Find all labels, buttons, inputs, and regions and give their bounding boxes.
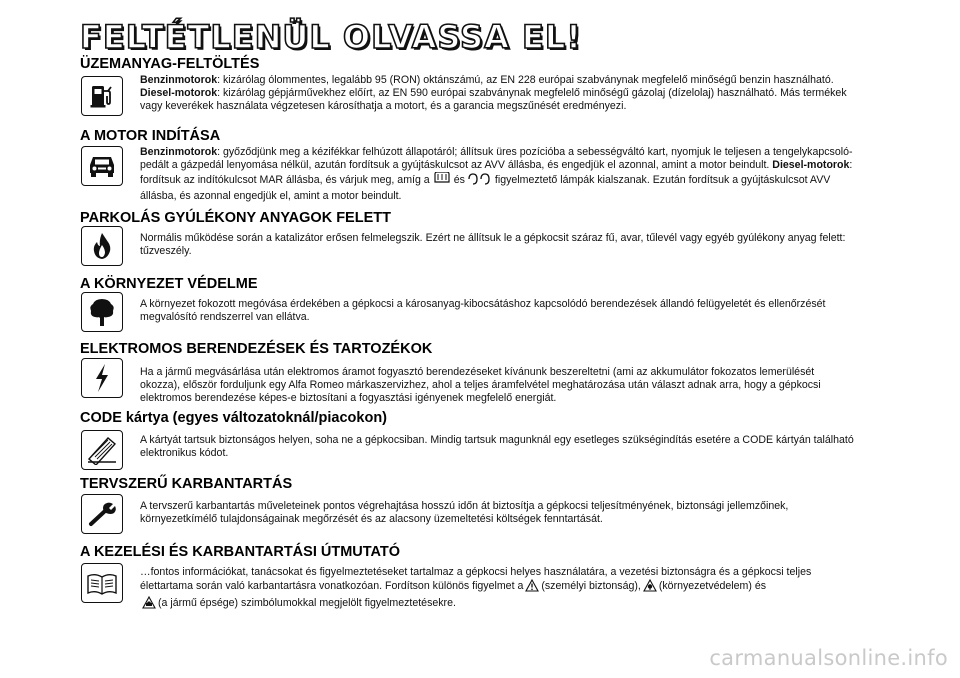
engine-start-paragraph: Benzinmotorok: győződjünk meg a kézifékkar felhúzott állapotáról; állítsuk üres pozícióba a sebességváltó kart, nyomjuk le teljesen a tengelykapcsoló-pedált a gázpedál lenyomása nélkül, azután fordítsuk a gyújtáskulcsot az AVV állásba, és engedjük el azonnal, amint a motor beindult. Diesel-motorok: fordítsuk az indítókulcsot MAR állásba, és várjuk meg, amíg a és figyelmeztető lámpák kialszanak. Ezután fordítsuk a gyújtáskulcsot AVV állásba, és azonnal engedjük el, amint a motor beindult. bbox=[140, 146, 853, 202]
lightning-icon bbox=[81, 358, 123, 398]
open-book-icon bbox=[81, 563, 123, 603]
car-icon bbox=[81, 146, 123, 186]
electrical-paragraph: Ha a jármű megvásárlása után elektromos áramot fogyasztó berendezéseket kívánunk beszereltetni (ami az akkumulátor fokozatos lemerülését okozza), először forduljunk egy Alfa Romeo márkaszervizhez, ahol a teljes áramfelvétel meghatározása után választ adnak arra, hogy a gépkocsi elektromos berendezése képes-e biztosítani a fogyasztási igényenek megfelelő energiát. bbox=[140, 366, 821, 404]
environment-warning-icon bbox=[643, 579, 657, 596]
section-heading-code-card: CODE kártya (egyes változatoknál/piacokon) bbox=[80, 410, 388, 426]
section-heading-electrical: ELEKTROMOS BERENDEZÉSEK ÉS TARTOZÉKOK bbox=[80, 341, 433, 357]
glow-plug-icon bbox=[467, 172, 493, 190]
tree-icon bbox=[81, 292, 123, 332]
section-heading-engine-start: A MOTOR INDÍTÁSA bbox=[80, 128, 221, 144]
vehicle-integrity-warning-icon bbox=[142, 596, 156, 613]
watermark: carmanualsonline.info bbox=[709, 646, 948, 670]
personal-safety-warning-icon bbox=[525, 579, 539, 596]
section-heading-maintenance: TERVSZERŰ KARBANTARTÁS bbox=[80, 476, 293, 492]
section-heading-parking: PARKOLÁS GYÚLÉKONY ANYAGOK FELETT bbox=[80, 210, 391, 226]
parking-paragraph: Normális működése során a katalizátor erősen felmelegszik. Ezért ne állítsuk le a gépkocsit száraz fű, avar, tűlevél vagy egyéb gyúlékony anyag felett: tűzveszély. bbox=[140, 232, 846, 257]
warning-light-icon bbox=[432, 172, 452, 190]
manual-paragraph: …fontos információkat, tanácsokat és figyelmeztetéseket tartalmaz a gépkocsi helyes használatára, a vezetési biztonságra és a gépkocsi teljes élettartama során való karbantartásra vonatkozóan. Fordítson különös figyelmet a (személyi biztonság), (környezetvédelem) és (a jármű épsége) szimbólumokkal megjelölt figyelmeztetésekre. bbox=[140, 566, 855, 613]
section-heading-environment: A KÖRNYEZET VÉDELME bbox=[80, 276, 258, 292]
page-title: FELTÉTLENÜL OLVASSA EL! bbox=[80, 18, 582, 56]
code-card-paragraph: A kártyát tartsuk biztonságos helyen, soha ne a gépkocsiban. Mindig tartsuk magunknál egy esetleges szükségindítás esetére a CODE kártyán található elektronikus kódot. bbox=[140, 434, 854, 459]
environment-paragraph: A környezet fokozott megóvása érdekében a gépkocsi a károsanyag-kibocsátáshoz kapcsolódó berendezések állandó felügyeletét és ellenőrzését megvalósító rendszerrel van ellátva. bbox=[140, 298, 826, 323]
fuel-paragraph: Benzinmotorok: kizárólag ólommentes, legalább 95 (RON) oktánszámú, az EN 228 európai szabványnak megfelelő minőségű benzin használható. Diesel-motorok: kizárólag gépjárművekhez előírt, az EN 590 európai szabványnak megfelelő minőségű gázolaj (dízelolaj) használható. Más termékek vagy keverékek használata végzetesen károsíthatja a motort, és a garancia megszűnését eredményezi. bbox=[140, 74, 847, 112]
code-card-icon bbox=[81, 430, 123, 470]
wrench-icon bbox=[81, 494, 123, 534]
maintenance-paragraph: A tervszerű karbantartás műveleteinek pontos végrehajtása hosszú időn át biztosítja a gépkocsi teljesítményének, biztonsági jellemzőinek, környezetkímélő tulajdonságainak megőrzését és az alacsony üzemeltetési költségek fenntartását. bbox=[140, 500, 789, 525]
section-heading-fuel: ÜZEMANYAG-FELTÖLTÉS bbox=[80, 56, 260, 72]
fuel-pump-icon bbox=[81, 76, 123, 116]
section-heading-manual: A KEZELÉSI ÉS KARBANTARTÁSI ÚTMUTATÓ bbox=[80, 544, 401, 560]
fire-icon bbox=[81, 226, 123, 266]
